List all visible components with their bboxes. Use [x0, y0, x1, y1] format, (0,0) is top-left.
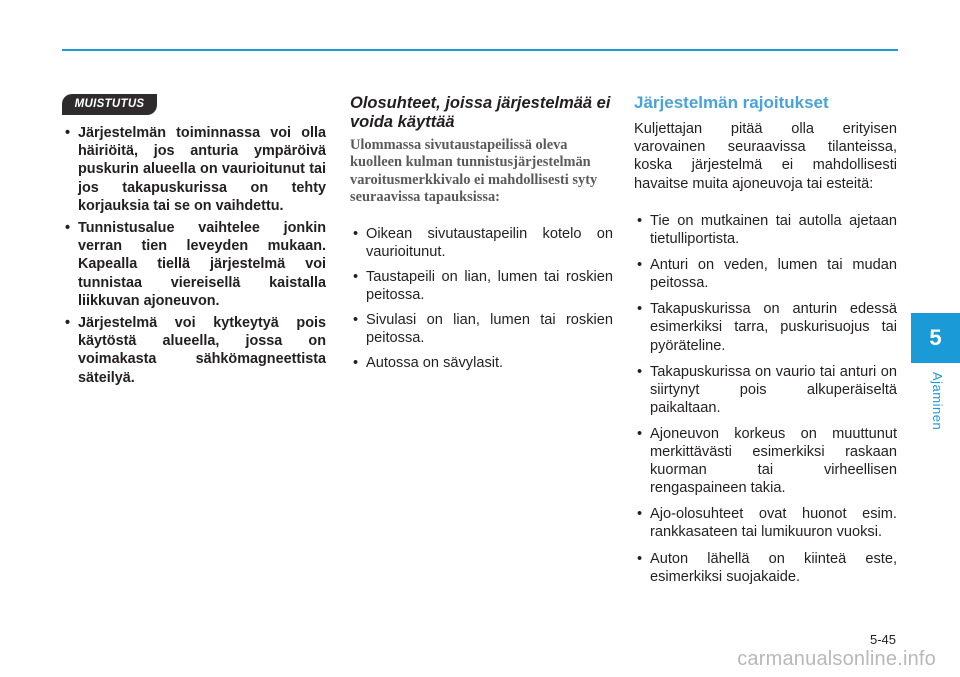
section-subheading: Ulommassa sivutaustapeilissä oleva kuolleen kulman tunnistusjärjestelmän varoitusmerkkivalo ei mahdollisesti syty seuraavissa tapauksissa:	[350, 137, 598, 206]
note-bullet-list	[62, 124, 326, 391]
list-item: • Järjestelmän toiminnassa voi olla häiriöitä, jos anturia ympäröivä puskurin alueella on vaurioitunut tai jos takapuskurissa on tehty korjauksia tai se on vaihdettu.	[62, 124, 326, 215]
list-item: • Sivulasi on lian, lumen tai roskien peitossa.	[350, 311, 613, 347]
list-item: • Ajoneuvon korkeus on muuttunut merkittävästi esimerkiksi raskaan kuorman tai virheellisen rengaspaineen takia.	[634, 425, 897, 497]
list-item: • Takapuskurissa on vaurio tai anturi on siirtynyt pois alkuperäiseltä paikaltaan.	[634, 363, 897, 417]
list-item: • Tie on mutkainen tai autolla ajetaan tietulliportista.	[634, 212, 897, 248]
conditions-bullet-list	[350, 225, 613, 379]
chapter-tab: 5	[911, 313, 960, 363]
section-heading-conditions: Olosuhteet, joissa järjestelmää ei voida käyttää	[350, 94, 611, 131]
list-item: • Auton lähellä on kiinteä este, esimerkiksi suojakaide.	[634, 550, 897, 586]
section-intro: Kuljettajan pitää olla erityisen varovainen seuraavissa tilanteissa, koska järjestelmä ei mahdollisesti havaitse muita ajoneuvoja tai esteitä:	[634, 121, 897, 192]
limitations-bullet-list	[634, 212, 897, 594]
list-item: • Anturi on veden, lumen tai mudan peitossa.	[634, 256, 897, 292]
chapter-label: Ajaminen	[930, 372, 945, 431]
section-heading-limitations: Järjestelmän rajoitukset	[634, 93, 829, 112]
list-item: • Autossa on sävylasit.	[350, 354, 613, 372]
list-item: • Järjestelmä voi kytkeytyä pois käytöstä alueella, jossa on voimakasta sähkömagneettista säteilyä.	[62, 314, 326, 387]
list-item: • Tunnistusalue vaihtelee jonkin verran tien leveyden mukaan. Kapealla tiellä järjestelmä voi tunnistaa viereisellä kaistalla liikkuvan ajoneuvon.	[62, 219, 326, 310]
watermark: carmanualsonline.info	[737, 648, 936, 670]
top-divider-line	[62, 49, 898, 51]
list-item: • Taustapeili on lian, lumen tai roskien peitossa.	[350, 268, 613, 304]
list-item: • Takapuskurissa on anturin edessä esimerkiksi tarra, puskurisuojus tai pyöräteline.	[634, 300, 897, 354]
list-item: • Oikean sivutaustapeilin kotelo on vaurioitunut.	[350, 225, 613, 261]
list-item: • Ajo-olosuhteet ovat huonot esim. rankkasateen tai lumikuuron vuoksi.	[634, 505, 897, 541]
note-badge: MUISTUTUS	[62, 94, 157, 115]
page-number: 5-45	[869, 632, 896, 647]
